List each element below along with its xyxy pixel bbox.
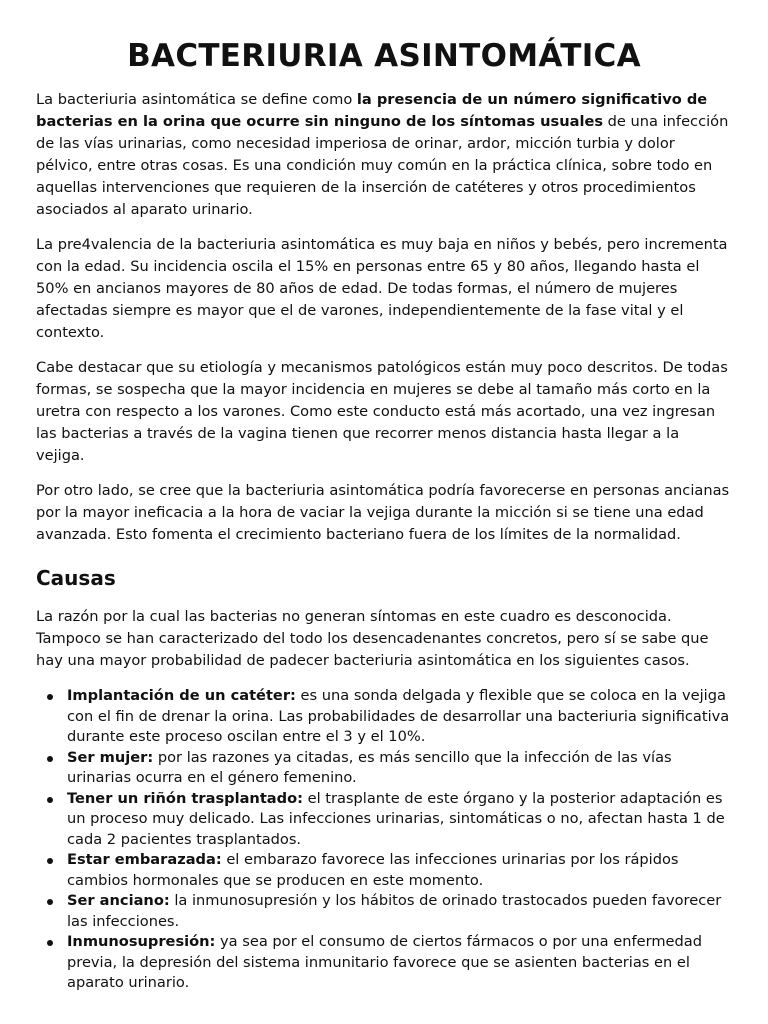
intro-lead: La bacteriuria asintomática se define como — [36, 91, 357, 108]
cause-term: Inmunosupresión: — [67, 933, 216, 950]
list-item — [67, 932, 732, 994]
cause-text: por las razones ya citadas, es más sencillo que la infección de las vías urinarias ocurra en el género femenino. — [67, 748, 672, 786]
bullet-icon — [47, 899, 53, 905]
cause-text: el trasplante de este órgano y la posterior adaptación es un proceso muy delicado. Las infecciones urinarias, sintomáticas o no, afectan hasta 1 de cada 2 pacientes trasplantados. — [67, 789, 725, 848]
bullet-icon — [47, 756, 53, 762]
list-item — [67, 789, 732, 851]
list-item — [67, 686, 732, 748]
etiology-paragraph: Cabe destacar que su etiología y mecanismos patológicos están muy poco descritos. De todas formas, se sospecha que la mayor incidencia en mujeres se debe al tamaño más corto en la uretra con respecto a los varones. Como este conducto está más acortado, una vez ingresan las bacterias a través de la vagina tienen que recorrer menos distancia hasta llegar a la vejiga. — [36, 359, 728, 464]
list-item — [67, 850, 732, 891]
cause-term: Ser anciano: — [67, 892, 170, 909]
bullet-icon — [47, 940, 53, 946]
cause-term: Ser mujer: — [67, 748, 154, 766]
cause-term: Estar embarazada: — [67, 851, 222, 868]
intro-paragraph — [36, 89, 732, 221]
cause-text: ya sea por el consumo de ciertos fármacos o por una enfermedad previa, la depresión del sistema inmunitario favorece que se asienten bacterias en el aparato urinario. — [67, 933, 702, 991]
prevalence-paragraph: La pre4valencia de la bacteriuria asintomática es muy baja en niños y bebés, pero incrementa con la edad. Su incidencia oscila el 15% en personas entre 65 y 80 años, llegando hasta el 50% en ancianos mayores de 80 años de edad. De todas formas, el número de mujeres afectadas siempre es mayor que el de varones, independientemente de la fase vital y el contexto. — [36, 236, 728, 341]
document-title: BACTERIURIA ASINTOMÁTICA — [127, 38, 641, 74]
intro-tail: de una infección de las vías urinarias, como necesidad imperiosa de orinar, ardor, micción turbia y dolor pélvico, entre otras cosas. Es una condición muy común en la práctica clínica, sobre todo en aquellas intervenciones que requieren de la inserción de catéteres y otros procedimientos asociados al aparato urinario. — [36, 113, 729, 218]
causes-list — [36, 686, 732, 994]
cause-text: el embarazo favorece las infecciones urinarias por los rápidos cambios hormonales que se producen en este momento. — [67, 851, 679, 889]
elderly-paragraph: Por otro lado, se cree que la bacteriuria asintomática podría favorecerse en personas ancianas por la mayor ineficacia a la hora de vaciar la vejiga durante la micción si se tiene una edad avanzada. Esto fomenta el crecimiento bacteriano fuera de los límites de la normalidad. — [36, 482, 730, 543]
bullet-icon — [47, 694, 53, 700]
causes-heading: Causas — [36, 566, 116, 590]
intro-bold-definition: la presencia de un número significativo de bacterias en la orina que ocurre sin ninguno de los síntomas usuales — [36, 91, 708, 130]
causes-intro-paragraph: La razón por la cual las bacterias no generan síntomas en este cuadro es desconocida. Tampoco se han caracterizado del todo los desencadenantes concretos, pero sí se sabe que hay una mayor probabilidad de padecer bacteriuria asintomática en los siguientes casos. — [36, 608, 709, 669]
cause-term: Tener un riñón trasplantado: — [67, 789, 303, 807]
list-item — [67, 748, 732, 789]
list-item — [67, 891, 732, 932]
bullet-icon — [47, 858, 53, 864]
bullet-icon — [47, 797, 53, 803]
cause-term: Implantación de un catéter: — [67, 687, 296, 704]
cause-text: es una sonda delgada y flexible que se coloca en la vejiga con el fin de drenar la orina. Las probabilidades de desarrollar una bacteriuria significativa durante este proceso oscilan entre el 3 y el 10%. — [67, 687, 730, 745]
cause-text: la inmunosupresión y los hábitos de orinado trastocados pueden favorecer las infecciones. — [67, 892, 722, 930]
